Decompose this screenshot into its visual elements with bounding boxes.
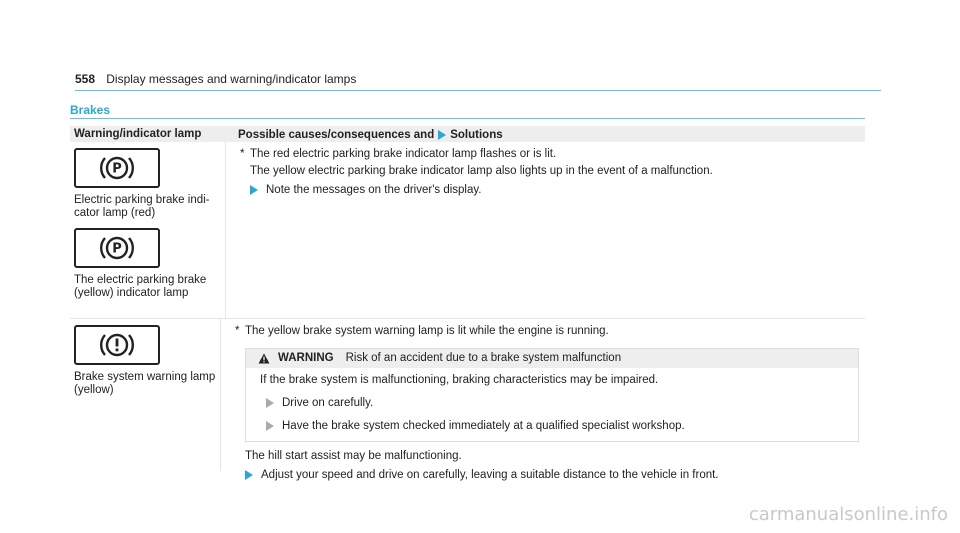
causes-cell — [221, 319, 865, 481]
watermark: carmanualsonline.info — [748, 504, 948, 525]
warning-text: If the brake system is malfunctioning, braking characteristics may be impaired. — [260, 374, 659, 386]
table-header — [70, 126, 865, 142]
page-number: 558 — [75, 72, 96, 86]
section-title: Brakes — [70, 103, 111, 117]
arrow-right-icon — [250, 185, 258, 195]
step-text: Note the messages on the driver's display. — [266, 184, 482, 196]
cause-item: * The yellow brake system warning lamp is lit while the engine is running. — [235, 325, 609, 337]
parking-brake-icon — [74, 228, 160, 268]
causes-cell — [226, 142, 865, 318]
col-header-causes-label: Possible causes/consequences and — [238, 129, 435, 141]
brake-warning-icon — [74, 325, 160, 365]
lamp-cell — [70, 142, 226, 318]
svg-text:P: P — [112, 241, 122, 257]
solution-step — [235, 469, 859, 482]
table-row — [70, 319, 865, 481]
page-title: Display messages and warning/indicator lamps — [106, 72, 357, 86]
col-header-lamp: Warning/indicator lamp — [74, 128, 202, 140]
arrow-right-icon — [245, 470, 253, 480]
arrow-right-icon — [266, 398, 274, 408]
warning-triangle-icon — [258, 353, 270, 364]
warning-title: Risk of an accident due to a brake system malfunction — [345, 352, 622, 364]
warning-label: WARNING — [278, 352, 334, 364]
parking-brake-icon — [74, 148, 160, 188]
section-rule — [70, 118, 865, 119]
lamp-label: The electric parking brake (yellow) indicator lamp — [74, 274, 207, 299]
table-row — [70, 142, 865, 319]
col-header-causes — [226, 126, 865, 142]
header-rule — [75, 90, 881, 91]
detail-text: The yellow electric parking brake indicator lamp also lights up in the event of a malfunction. — [250, 165, 713, 177]
page-header — [75, 72, 881, 92]
arrow-right-icon — [438, 130, 446, 140]
cause-text: The yellow brake system warning lamp is lit while the engine is running. — [245, 325, 609, 337]
svg-text:P: P — [112, 161, 122, 177]
warning-step — [260, 397, 850, 410]
warning-box — [245, 348, 859, 442]
lamp-cell — [70, 319, 221, 471]
solution-step — [240, 184, 859, 197]
warning-body — [246, 368, 858, 441]
step-text: Adjust your speed and drive on carefully, leaving a suitable distance to the vehicle in front. — [261, 469, 719, 481]
lamp-label: Brake system warning lamp (yellow) — [74, 371, 216, 396]
cause-text: The red electric parking brake indicator lamp flashes or is lit. — [250, 148, 557, 160]
lamp-table — [70, 126, 865, 481]
col-header-solutions-label: Solutions — [450, 129, 503, 141]
cause-item: * The red electric parking brake indicator lamp flashes or is lit. — [240, 148, 557, 160]
step-text: Drive on carefully. — [282, 397, 374, 409]
warning-header — [246, 349, 858, 368]
warning-step — [260, 420, 850, 433]
arrow-right-icon — [266, 421, 274, 431]
lamp-label: Electric parking brake indi-cator lamp (red) — [74, 194, 210, 219]
extra-text: The hill start assist may be malfunctioning. — [245, 450, 462, 462]
step-text: Have the brake system checked immediately at a qualified specialist workshop. — [282, 420, 685, 432]
